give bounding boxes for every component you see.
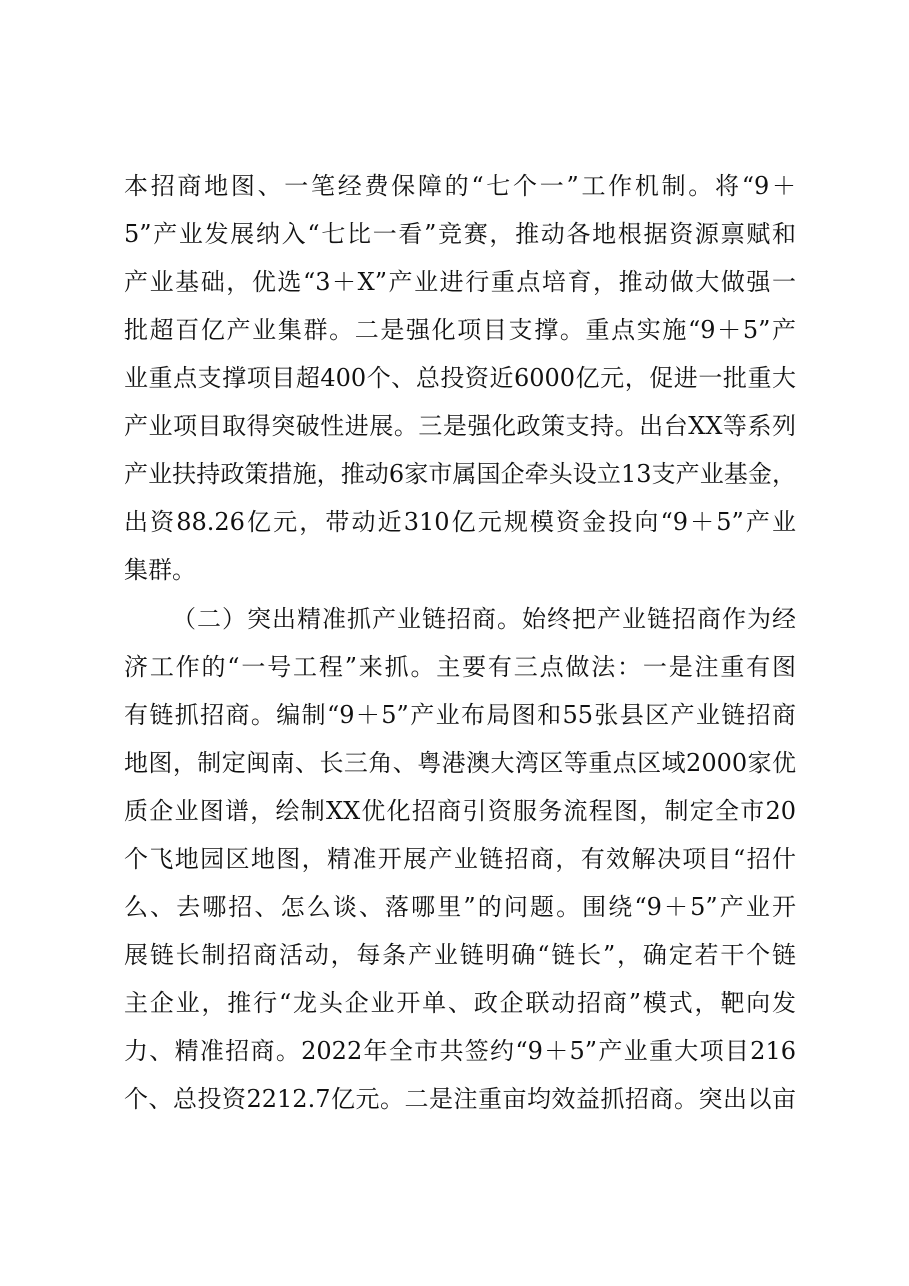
paragraph2-line-7: 么、去哪招、怎么谈、落哪里”的问题。围绕“9＋5”产业开 [124,893,796,921]
paragraph1-line-1: 本招商地图、一笔经费保障的“七个一”工作机制。将“9＋ [124,172,796,200]
paragraph2-line-3: 有链抓招商。编制“9＋5”产业布局图和55张县区产业链招商 [124,701,796,729]
paragraph1-line-3: 产业基础，优选“3＋X”产业进行重点培育，推动做大做强一 [124,268,796,296]
paragraph2-line-8: 展链长制招商活动，每条产业链明确“链长”，确定若干个链 [124,941,796,969]
paragraph2-line-10: 力、精准招商。2022年全市共签约“9＋5”产业重大项目216 [124,1037,796,1065]
paragraph1-line-8: 出资88.26亿元，带动近310亿元规模资金投向“9＋5”产业 [124,508,796,536]
paragraph2-line-2: 济工作的“一号工程”来抓。主要有三点做法：一是注重有图 [124,653,796,681]
paragraph2-line-9: 主企业，推行“龙头企业开单、政企联动招商”模式，靶向发 [124,989,796,1017]
paragraph1-line-5: 业重点支撑项目超400个、总投资近6000亿元，促进一批重大 [124,364,796,392]
paragraph2-line-5: 质企业图谱，绘制XX优化招商引资服务流程图，制定全市20 [124,797,796,825]
paragraph1-line-9: 集群。 [124,556,196,584]
paragraph2-line-4: 地图，制定闽南、长三角、粤港澳大湾区等重点区域2000家优 [124,749,796,777]
paragraph1-line-2: 5”产业发展纳入“七比一看”竞赛，推动各地根据资源禀赋和 [124,220,796,248]
paragraph1-line-6: 产业项目取得突破性进展。三是强化政策支持。出台XX等系列 [124,412,796,440]
paragraph2-line-11: 个、总投资2212.7亿元。二是注重亩均效益抓招商。突出以亩 [124,1085,796,1113]
paragraph2-line-6: 个飞地园区地图，精准开展产业链招商，有效解决项目“招什 [124,845,796,873]
paragraph1-line-4: 批超百亿产业集群。二是强化项目支撑。重点实施“9＋5”产 [124,316,796,344]
paragraph1-line-7: 产业扶持政策措施，推动6家市属国企牵头设立13支产业基金， [124,460,796,488]
paragraph2-line-1: （二）突出精准抓产业链招商。始终把产业链招商作为经 [172,605,796,633]
